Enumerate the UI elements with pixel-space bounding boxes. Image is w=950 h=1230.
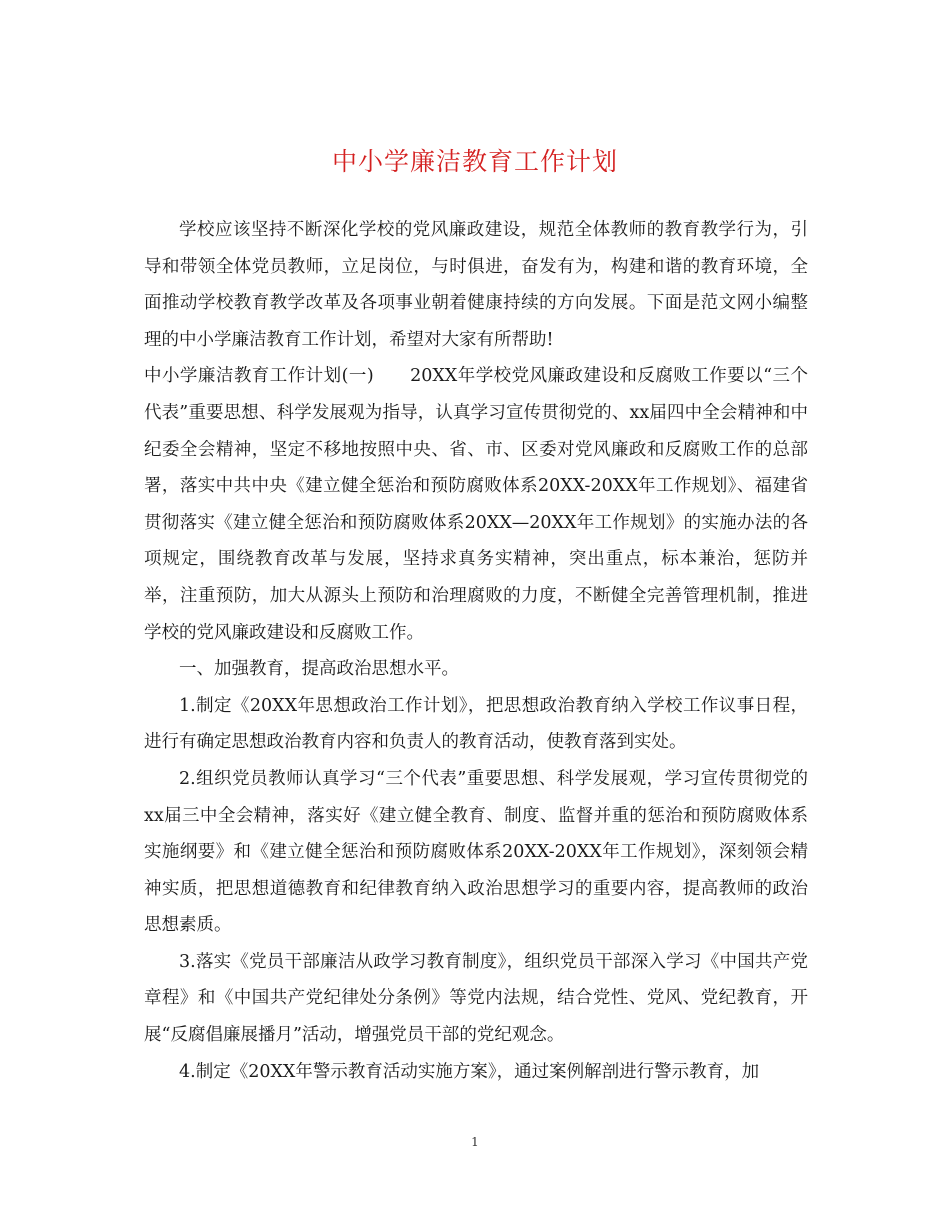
item-paragraph-4: 4.制定《20XX年警示教育活动实施方案》，通过案例解剖进行警示教育，加 [179, 1061, 760, 1082]
section-heading: 一、加强教育，提高政治思想水平。 [179, 659, 459, 680]
item-paragraph-1: 1.制定《20XX年思想政治工作计划》，把思想政治教育纳入学校工作议事日程，进行有确定思想政治教育内容和负责人的教育活动，使教育落到实处。 [144, 695, 808, 753]
page-number: 1 [471, 1135, 479, 1149]
plan-one-paragraph: 中小学廉洁教育工作计划(一) 20XX年学校党风廉政建设和反腐败工作要以“三个代表”重要思想、科学发展观为指导，认真学习宣传贯彻党的、xx届四中全会精神和中纪委全会精神，坚定不移地按照中央、省、市、区委对党风廉政和反腐败工作的总部署，落实中共中央《建立健全惩治和预防腐败体系20XX-20XX年工作规划》、福建省贯彻落实《建立健全惩治和预防腐败体系20XX—20XX年工作规划》的实施办法的各项规定，围绕教育改革与发展，坚持求真务实精神，突出重点，标本兼治，惩防并举，注重预防，加大从源头上预防和治理腐败的力度，不断健全完善管理机制，推进学校的党风廉政建设和反腐败工作。 [144, 366, 808, 643]
item-paragraph-2: 2.组织党员教师认真学习“三个代表”重要思想、科学发展观，学习宣传贯彻党的xx届三中全会精神，落实好《建立健全教育、制度、监督并重的惩治和预防腐败体系实施纲要》和《建立健全惩治和预防腐败体系20XX-20XX年工作规划》，深刻领会精神实质，把思想道德教育和纪律教育纳入政治思想学习的重要内容，提高教师的政治思想素质。 [144, 768, 808, 936]
intro-paragraph: 学校应该坚持不断深化学校的党风廉政建设，规范全体教师的教育教学行为，引导和带领全体党员教师，立足岗位，与时俱进，奋发有为，构建和谐的教育环境，全面推动学校教育教学改革及各项事业朝着健康持续的方向发展。下面是范文网小编整理的中小学廉洁教育工作计划，希望对大家有所帮助! [144, 220, 808, 350]
document-body [144, 212, 808, 1090]
document-title: 中小学廉洁教育工作计划 [331, 147, 618, 176]
item-paragraph-3: 3.落实《党员干部廉洁从政学习教育制度》，组织党员干部深入学习《中国共产党章程》和《中国共产党纪律处分条例》等党内法规，结合党性、党风、党纪教育，开展“反腐倡廉展播月”活动，增强党员干部的党纪观念。 [144, 951, 808, 1046]
